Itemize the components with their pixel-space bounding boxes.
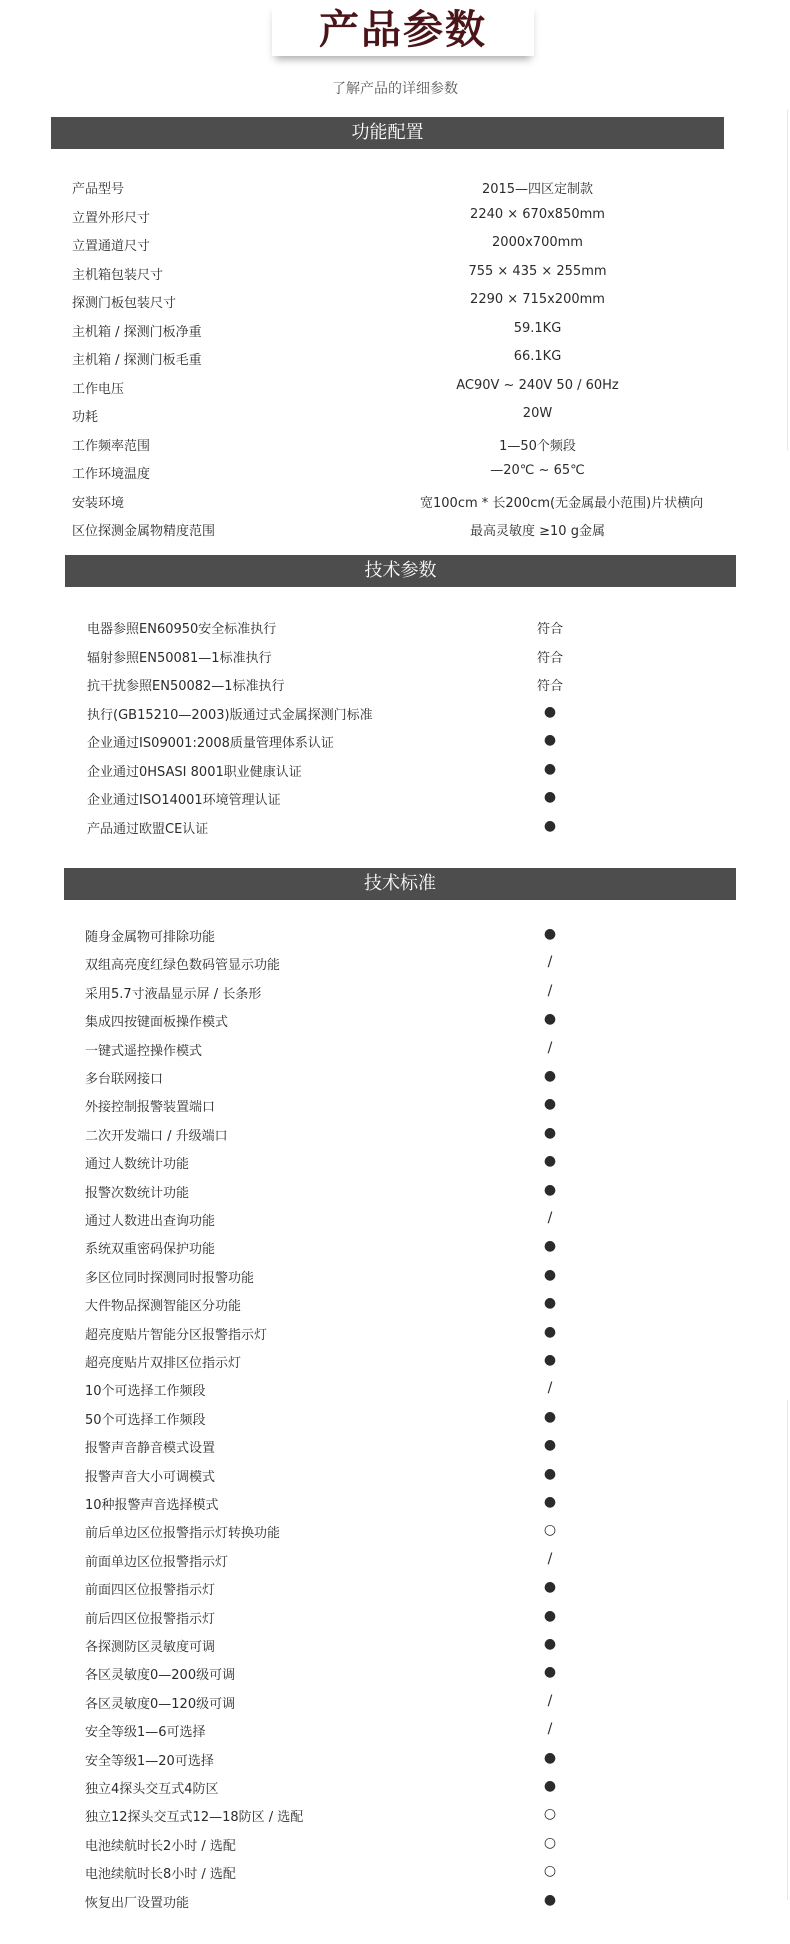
- row-value: ●: [543, 1295, 557, 1312]
- table-row: [0, 812, 790, 840]
- row-value: 20W: [522, 406, 553, 421]
- table-row: [0, 486, 790, 514]
- row-label: 企业通过0HSASI 8001职业健康认证: [87, 764, 302, 780]
- row-value: ●: [543, 1352, 557, 1368]
- row-value: 最高灵敏度 ≥10 g金属: [470, 524, 605, 539]
- row-label: 工作环境温度: [72, 467, 151, 482]
- row-value: ●: [543, 926, 557, 942]
- row-value: ●: [543, 789, 557, 805]
- row-value: ○: [543, 1522, 557, 1539]
- section-header-config: [51, 117, 724, 149]
- row-value: AC90V ~ 240V 50 / 60Hz: [456, 377, 619, 393]
- row-value: /: [547, 1039, 553, 1056]
- row-value: 66.1KG: [513, 349, 562, 364]
- table-row: [0, 977, 790, 1005]
- row-label: 主机箱包装尺寸: [72, 267, 164, 283]
- table-row: [0, 1176, 790, 1204]
- row-value: ●: [543, 1749, 557, 1766]
- row-value: ●: [543, 1636, 557, 1652]
- row-label: 随身金属物可排除功能: [85, 930, 216, 945]
- row-label: 电池续航时长2小时 / 选配: [85, 1838, 236, 1854]
- table-row: [0, 948, 790, 976]
- row-label: 前面单边区位报警指示灯: [85, 1554, 229, 1570]
- row-label: 区位探测金属物精度范围: [72, 524, 216, 539]
- row-value: /: [547, 1380, 553, 1397]
- table-row: [0, 258, 790, 286]
- table-row: [0, 1658, 790, 1686]
- table-row: [0, 641, 790, 669]
- table-row: [0, 612, 790, 640]
- table-row: [0, 1772, 790, 1800]
- table-row: [0, 1232, 790, 1260]
- table-row: [0, 172, 790, 200]
- section-title: 功能配置: [351, 122, 424, 143]
- row-label: 超亮度贴片双排区位指示灯: [85, 1356, 242, 1371]
- row-value: ○: [543, 1834, 557, 1851]
- row-value: ●: [543, 1153, 557, 1170]
- row-label: 前后单边区位报警指示灯转换功能: [85, 1526, 281, 1542]
- row-label: 工作频率范围: [72, 438, 151, 454]
- row-label: 各探测防区灵敏度可调: [85, 1640, 216, 1655]
- row-label: 探测门板包装尺寸: [72, 296, 177, 311]
- table-row: [0, 783, 790, 811]
- table-row: [0, 514, 790, 542]
- row-label: 恢复出厂设置功能: [85, 1895, 190, 1911]
- row-value: ●: [543, 1607, 557, 1624]
- section-title: 技术标准: [364, 873, 436, 894]
- table-row: [0, 343, 790, 371]
- table-row: [0, 1289, 790, 1317]
- row-value: ●: [543, 1011, 557, 1028]
- row-value: ●: [543, 1068, 557, 1084]
- section-title: 技术参数: [364, 560, 437, 581]
- row-label: 前面四区位报警指示灯: [85, 1583, 216, 1599]
- row-value: 符合: [536, 622, 563, 637]
- table-row: [0, 1687, 790, 1715]
- row-value: /: [547, 1550, 553, 1567]
- row-value: ●: [543, 1408, 557, 1425]
- table-row: [0, 920, 790, 948]
- table-row: [0, 286, 790, 314]
- row-value: 2015—四区定制款: [481, 182, 594, 197]
- table-row: [0, 1062, 790, 1090]
- row-value: 符合: [536, 650, 563, 666]
- table-row: [0, 400, 790, 428]
- row-value: 2290 × 715x200mm: [470, 292, 605, 307]
- table-row: [0, 1346, 790, 1374]
- row-label: 安装环境: [72, 495, 125, 511]
- page-title-box: [272, 4, 534, 56]
- table-row: [0, 1829, 790, 1857]
- row-value: ●: [543, 1437, 557, 1454]
- row-label: 辐射参照EN50081—1标准执行: [87, 650, 272, 666]
- row-label: 报警次数统计功能: [85, 1185, 190, 1201]
- row-label: 立置通道尺寸: [72, 239, 151, 254]
- table-row: [0, 1005, 790, 1033]
- table-row: [0, 726, 790, 754]
- row-label: 10种报警声音选择模式: [85, 1498, 219, 1513]
- row-label: 50个可选择工作频段: [85, 1412, 206, 1428]
- row-value: 符合: [536, 679, 563, 694]
- row-value: 755 × 435 × 255mm: [468, 263, 607, 279]
- row-label: 外接控制报警装置端口: [85, 1100, 216, 1116]
- table-row: [0, 1431, 790, 1459]
- row-label: 各区灵敏度0—200级可调: [85, 1668, 236, 1684]
- row-label: 执行(GB15210—2003)版通过式金属探测门标准: [87, 707, 373, 723]
- table-row: [0, 698, 790, 726]
- row-label: 企业通过IS09001:2008质量管理体系认证: [87, 736, 334, 751]
- row-value: ●: [543, 1494, 557, 1510]
- row-label: 超亮度贴片智能分区报警指示灯: [85, 1327, 268, 1343]
- table-row: [0, 229, 790, 257]
- row-value: ●: [543, 1124, 557, 1141]
- row-label: 报警声音大小可调模式: [85, 1469, 216, 1485]
- row-label: 二次开发端口 / 升级端口: [85, 1128, 228, 1144]
- section-header-tech-params: [65, 555, 736, 587]
- row-label: 电池续航时长8小时 / 选配: [85, 1867, 236, 1883]
- row-label: 报警声音静音模式设置: [85, 1441, 216, 1457]
- row-label: 各区灵敏度0—120级可调: [85, 1696, 236, 1712]
- table-row: [0, 1147, 790, 1175]
- table-row: [0, 1602, 790, 1630]
- row-value: ●: [543, 1266, 557, 1283]
- row-value: /: [547, 954, 553, 971]
- table-row: [0, 1715, 790, 1743]
- table-row: [0, 1034, 790, 1062]
- table-row: [0, 1573, 790, 1601]
- row-label: 通过人数统计功能: [85, 1157, 190, 1173]
- row-label: 主机箱 / 探测门板净重: [72, 324, 202, 340]
- section-header-tech-standards: [64, 868, 736, 900]
- row-label: 主机箱 / 探测门板毛重: [72, 353, 202, 368]
- row-label: 通过人数进出查询功能: [85, 1214, 216, 1229]
- table-row: [0, 1261, 790, 1289]
- row-value: ●: [543, 732, 557, 748]
- table-row: [0, 201, 790, 229]
- row-value: ●: [543, 1579, 557, 1596]
- table-row: [0, 1886, 790, 1914]
- table-row: [0, 1090, 790, 1118]
- table-row: [0, 1516, 790, 1544]
- row-value: ●: [543, 703, 557, 720]
- row-label: 独立4探头交互式4防区: [85, 1782, 219, 1797]
- table-row: [0, 1374, 790, 1402]
- table-row: [0, 315, 790, 343]
- row-value: 1—50个频段: [499, 438, 576, 454]
- row-value: /: [547, 1210, 553, 1226]
- table-row: [0, 1204, 790, 1232]
- row-value: ●: [543, 760, 557, 777]
- row-label: 独立12探头交互式12—18防区 / 选配: [85, 1810, 304, 1826]
- row-label: 一键式遥控操作模式: [85, 1043, 203, 1059]
- row-value: ●: [543, 1238, 557, 1255]
- row-label: 企业通过ISO14001环境管理认证: [87, 793, 281, 808]
- row-value: 2240 × 670x850mm: [470, 206, 605, 222]
- row-value: ●: [543, 1181, 557, 1198]
- table-row: [0, 755, 790, 783]
- row-value: ●: [543, 817, 557, 834]
- row-label: 电器参照EN60950安全标准执行: [87, 622, 277, 637]
- page-title: 产品参数: [319, 7, 487, 53]
- row-value: —20℃ ~ 65℃: [490, 463, 585, 478]
- row-value: ●: [543, 1664, 557, 1681]
- row-value: ●: [543, 1891, 557, 1908]
- table-row: [0, 429, 790, 457]
- table-row: [0, 1800, 790, 1828]
- table-row: [0, 1488, 790, 1516]
- row-value: 59.1KG: [513, 320, 562, 336]
- row-label: 多区位同时探测同时报警功能: [85, 1270, 255, 1286]
- row-label: 安全等级1—20可选择: [85, 1753, 214, 1769]
- row-value: /: [547, 1692, 553, 1709]
- row-label: 抗干扰参照EN50082—1标准执行: [87, 679, 285, 694]
- row-label: 系统双重密码保护功能: [85, 1242, 216, 1258]
- row-label: 大件物品探测智能区分功能: [85, 1299, 242, 1315]
- table-row: [0, 1403, 790, 1431]
- page-subtitle: 了解产品的详细参数: [332, 81, 458, 97]
- table-row: [0, 1545, 790, 1573]
- row-value: 2000x700mm: [492, 235, 583, 250]
- table-row: [0, 1460, 790, 1488]
- row-label: 工作电压: [72, 381, 125, 397]
- row-label: 多台联网接口: [85, 1072, 164, 1087]
- row-value: ●: [543, 1096, 557, 1113]
- table-row: [0, 1744, 790, 1772]
- table-row: [0, 457, 790, 485]
- divider: [787, 1400, 788, 1900]
- row-value: /: [547, 982, 553, 999]
- table-row: [0, 1857, 790, 1885]
- row-label: 安全等级1—6可选择: [85, 1725, 206, 1741]
- table-row: [0, 1119, 790, 1147]
- row-label: 功耗: [72, 410, 99, 425]
- table-row: [0, 669, 790, 697]
- row-value: ●: [543, 1465, 557, 1482]
- row-value: ●: [543, 1323, 557, 1340]
- row-label: 10个可选择工作频段: [85, 1384, 206, 1400]
- table-row: [0, 1630, 790, 1658]
- row-label: 集成四按键面板操作模式: [85, 1015, 229, 1031]
- row-value: /: [547, 1721, 553, 1738]
- row-value: 宽100cm * 长200cm(无金属最小范围)片状横向: [420, 495, 704, 511]
- row-label: 立置外形尺寸: [72, 210, 151, 226]
- row-value: ○: [543, 1806, 557, 1823]
- row-value: ●: [543, 1778, 557, 1794]
- row-label: 产品通过欧盟CE认证: [87, 821, 209, 837]
- row-value: ○: [543, 1863, 557, 1880]
- row-label: 产品型号: [72, 182, 125, 197]
- row-label: 前后四区位报警指示灯: [85, 1611, 216, 1627]
- row-label: 双组高亮度红绿色数码管显示功能: [85, 958, 281, 974]
- table-row: [0, 372, 790, 400]
- divider: [787, 110, 788, 450]
- table-row: [0, 1318, 790, 1346]
- row-label: 采用5.7寸液晶显示屏 / 长条形: [85, 986, 262, 1002]
